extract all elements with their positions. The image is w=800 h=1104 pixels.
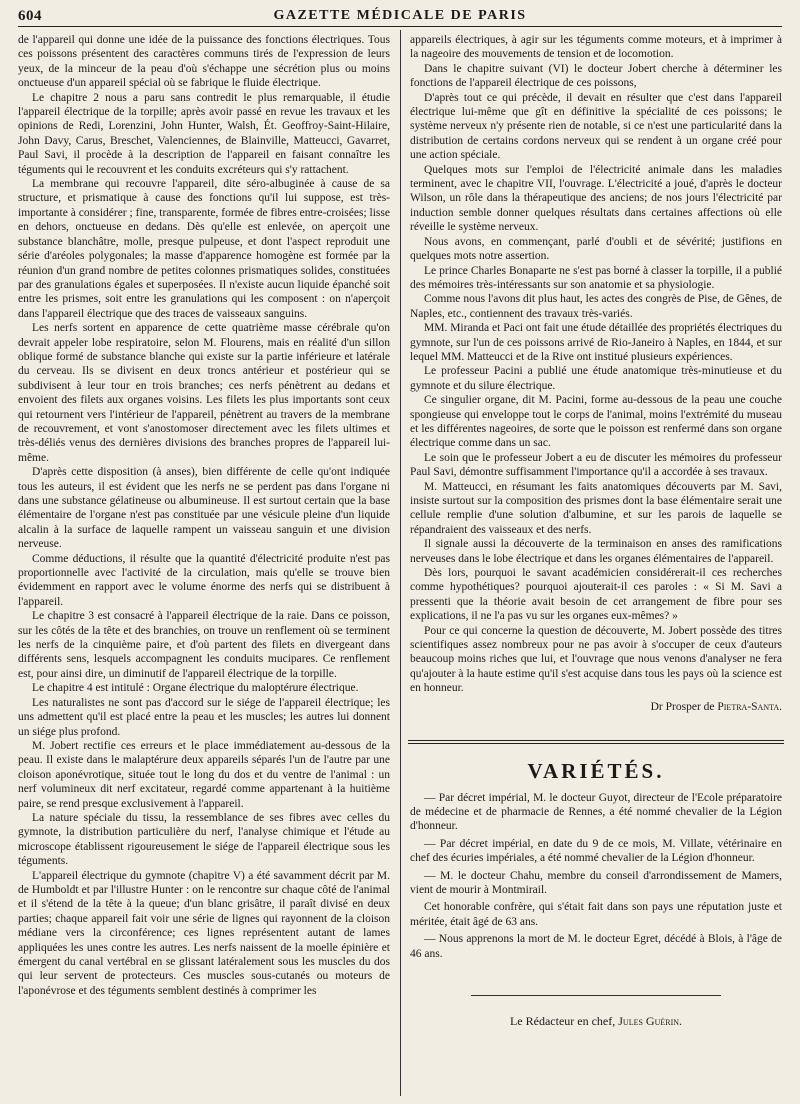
news-item: — Par décret impérial, M. le docteur Guyot, directeur de l'Ecole préparatoire de médecine et de pharmacie de Rennes, a été nommé chevalier de la Légion d'honneur.: [410, 791, 782, 833]
news-item: — M. le docteur Chahu, membre du conseil d'arrondissement de Mamers, vient de mourir à Montmirail.: [410, 869, 782, 896]
signature-prefix: Dr Prosper de: [650, 700, 715, 713]
paragraph: Il signale aussi la découverte de la terminaison en anses des ramifications nerveuses dans le lobe électrique et dans les organes élémentaires de l'appareil.: [410, 538, 782, 565]
section-title: VARIÉTÉS.: [527, 759, 665, 784]
section-rule: [408, 740, 784, 741]
paragraph: appareils électriques, à agir sur les téguments comme moteurs, et à imprimer à la nageoire des mouvements de tension et de locomotion.: [410, 34, 782, 61]
paragraph: L'appareil électrique du gymnote (chapitre V) a été savamment décrit par M. de Humboldt et par l'illustre Hunter : on le rencontre sur chaque côté de l'animal et il s'étend de la tête à la queue; d'un blanc grisâtre, il paraît divisé en deux parties; chaque appareil fait voir une série de lignes qui rayonnent de la cloison médiane vers la circonférence; ces lignes représentent autant de lames appliquées les unes contre les autres. Les nerfs naissent de la moelle épinière et émergent du canal vertébral en se glissant latéralement sous les muscles du dos qui leur servent de protecteurs. Ces muscles sous-cutanés ou moteurs de l'aponévrose et des téguments semblent destinés à comprimer les: [18, 869, 390, 997]
author-signature: [410, 700, 782, 714]
section-rule-thin: [408, 743, 784, 744]
paragraph: Les naturalistes ne sont pas d'accord sur le siége de l'appareil électrique; les uns admettent qu'il est placé entre la peau et les muscles; les autres lui donnent un siége plus profond.: [18, 696, 390, 738]
paragraph: M. Jobert rectifie ces erreurs et le place immédiatement au-dessous de la peau. Il existe dans le malaptérure deux appareils séparés l'un de l'autre par une cloison aponévrotique, située tout le long du dos et du ventre de l'animal : un nerf volumineux dit nerf excitateur, regardé comme appartenant à la huitième paire, se rend presque exclusivement à l'appareil.: [18, 739, 390, 810]
editor-signature: [410, 1014, 782, 1028]
paragraph: Les nerfs sortent en apparence de cette quatrième masse cérébrale qu'on devrait appeler lobe respiratoire, selon M. Flourens, mais en réalité d'un sillon oblique formé de substance blanche qui existe sur la partie inférieure et latérale du cerveau. Ils se divisent en deux troncs antérieur et postérieur qui se subdivisent à leur tour en trois branches; ces nerfs pénètrent au dedans et envoient des filets aux organes voisins. Les filets les plus importants sont ceux qui retournent vers l'intérieur de l'appareil, pénètrent au travers de la membrane de recouvrement, et vont s'anostomoser directement avec les filets ultimes et très-déliés venus des dernières divisions des branches propres de l'appareil lui-même.: [18, 322, 390, 464]
page-number: 604: [18, 8, 42, 24]
paragraph: Le soin que le professeur Jobert a eu de discuter les mémoires du professeur Paul Savi, démontre suffisamment l'importance qu'il a accordée à ses travaux.: [410, 451, 782, 479]
editor-label: Le Rédacteur en chef,: [509, 1013, 616, 1028]
news-item: — Par décret impérial, en date du 9 de ce mois, M. Villate, vétérinaire en chef des écuries impériales, a été nommé chevalier de la Légion d'honneur.: [410, 837, 782, 865]
paragraph: La nature spéciale du tissu, la ressemblance de ses fibres avec celles du gymnote, la distribution particulière du nerf, l'analyse chimique et l'étude au microscope établissent rigoureusement le siége de l'appareil électrique sous les téguments.: [18, 811, 390, 868]
paragraph: Le chapitre 3 est consacré à l'appareil électrique de la raie. Dans ce poisson, sur les côtés de la tête et des branchies, on trouve un renflement où se terminent les nerfs de la cinquième paire, et d'où partent des filets en divergeant dans différents sens, lesquels accompagnent les conduits mucipares. Ce renflement est, pour ainsi dire, un diminutif de l'appareil électrique de la torpille.: [18, 610, 390, 680]
paragraph: Comme déductions, il résulte que la quantité d'électricité produite n'est pas proportionnelle avec l'activité de la circulation, mais qu'elle se trouve bien évidemment en rapport avec le volume énorme des nerfs qui se distribuent à l'appareil.: [18, 552, 390, 608]
paragraph: de l'appareil qui donne une idée de la puissance des fonctions électriques. Tous ces poissons présentent des caractères communs tirés de l'expression de leurs yeux, de la minceur de la peau d'où s'échappe une sécrétion plus ou moins onctueuse d'un appareil spécial où se fabrique le fluide électrique.: [18, 34, 390, 90]
paragraph: Quelques mots sur l'emploi de l'électricité animale dans les maladies terminent, avec le chapitre VII, l'ouvrage. L'électricité a joué, d'après le docteur Wilson, un rôle dans la thérapeutique des anciens; de nos jours l'électricité par induction semble donner quelques résultats dans certaines affections où elle réveille le système nerveux.: [410, 163, 782, 234]
left-column: [18, 33, 390, 998]
paragraph: D'après cette disposition (à anses), bien différente de celle qu'ont indiquée tous les auteurs, il est évident que les nerfs ne se perdent pas dans l'organe ni dans une substance gélatineuse ou albumineuse. Il est surtout certain que la base élémentaire de l'organe n'est pas constituée par une vésicule pleine d'un liquide alcalin à la surface de laquelle rampent un vaisseau sanguin et une division nerveuse.: [18, 466, 390, 551]
paragraph: Nous avons, en commençant, parlé d'oubli et de sévérité; justifions en quelques mots notre assertion.: [410, 235, 782, 263]
column-divider: [400, 30, 401, 1096]
paragraph: Le prince Charles Bonaparte ne s'est pas borné à classer la torpille, il a publié des mémoires très-intéressants sur son anatomie et sa physiologie.: [410, 264, 782, 291]
right-column: [410, 33, 782, 1028]
news-list: [410, 791, 782, 961]
page-header: [18, 6, 782, 32]
header-rule: [18, 26, 782, 27]
news-item: Cet honorable confrère, qui s'était fait dans son pays une réputation juste et méritée, était âgé de 63 ans.: [410, 901, 782, 928]
paragraph: MM. Miranda et Paci ont fait une étude détaillée des propriétés électriques du gymnote, sur l'un de ces poissons arrivé de Rio-Janeiro à Naples, en 1844, et sur lequel MM. Matteucci et de la Rive ont institué plusieurs expériences.: [410, 322, 782, 363]
end-rule: [471, 995, 721, 996]
paragraph: Le chapitre 2 nous a paru sans contredit le plus remarquable, il étudie l'appareil électrique de la torpille; après avoir passé en revue les travaux et les opinions de Redi, Lorenzini, John Hunter, Walsh, Ét. Geoffroy-Saint-Hilaire, John Davy, Carus, Breschet, Valenciennes, de Blainville, Matteucci, Gavarret, Paul Savi, il procède à la description de l'appareil en faisant connaître les téguments qui le recouvrent et les conduits excréteurs qui s'y rattachent.: [18, 91, 390, 176]
paragraph: Pour ce qui concerne la question de découverte, M. Jobert possède des titres scientifiques assez nombreux pour ne pas avoir à s'occuper de ceux d'auteurs beaucoup moins riches que lui, et l'ouvrage que nous venons d'analyser ne fera qu'ajouter à la haute estime qu'il s'est acquise dans tous les pays où la science est en honneur.: [410, 624, 782, 695]
paragraph: Le chapitre 4 est intitulé : Organe électrique du maloptérure électrique.: [32, 682, 359, 695]
paragraph: Dans le chapitre suivant (VI) le docteur Jobert cherche à déterminer les fonctions de l'appareil électrique de ces poissons,: [410, 62, 782, 90]
signature-name: Pietra-Santa.: [717, 700, 782, 713]
journal-title: GAZETTE MÉDICALE DE PARIS: [273, 8, 527, 23]
paragraph: Ce singulier organe, dit M. Pacini, forme au-dessous de la peau une couche spongieuse qui enveloppe tout le corps de l'animal, moins l'extrémité du museau et les différentes nageoires, de sorte que le poisson est renfermé dans son organe électrique comme dans un sac.: [410, 394, 782, 450]
paragraph: Comme nous l'avons dit plus haut, les actes des congrès de Pise, de Gênes, de Naples, etc., contiennent des travaux très-variés.: [410, 293, 782, 320]
paragraph: Dès lors, pourquoi le savant académicien considérerait-il ces recherches comme hypothétiques? pourquoi ajouterait-il ces paroles : « Si M. Savi a pressenti que la théorie avait besoin de cet arrangement de fibre pour ses explications, il ne l'a pas vu sur les organes eux-mêmes? »: [410, 567, 782, 623]
news-item: — Nous apprenons la mort de M. le docteur Egret, décédé à Blois, à l'âge de 46 ans.: [410, 933, 782, 960]
editor-name: Jules Guérin.: [618, 1013, 683, 1028]
paragraph: M. Matteucci, en résumant les faits anatomiques découverts par M. Savi, insiste surtout sur la composition des prismes dont la base élémentaire serait une cellule remplie d'une solution d'albumine, et sur les parois de laquelle se répandraient des vaisseaux et des nerfs.: [410, 480, 782, 536]
paragraph: La membrane qui recouvre l'appareil, dite séro-albuginée à cause de sa structure, et prismatique à cause des fonctions qu'il lui suppose, est très-importante à considérer ; fine, transparente, formée de fibres entre-croisées; lisse en dehors, onctueuse en dedans. Dès qu'elle est enlevée, on aperçoit une substance blanchâtre, molle, presque pulpeuse, et dont l'aspect reproduit une série d'aréoles polygonales; la masse d'apparence homogène est formée par la réunion d'un grand nombre de petites colonnes prismatiques solides, constituées par des granulations égales et superposées. Il n'existe aucun liquide épanché soit entre les prismes, soit entre les granulations qui les composent : on n'aperçoit dans l'appareil électrique que des traces de vaisseaux sanguins.: [18, 178, 390, 320]
paragraph: Le professeur Pacini a publié une étude anatomique très-minutieuse et du gymnote et du silure électrique.: [410, 365, 782, 392]
paragraph: D'après tout ce qui précède, il devait en résulter que c'est dans l'appareil électrique lui-même que gît en définitive la spécialité de ces poissons; le système nerveux n'y présente rien de notable, si ce n'est une particularité dans la distribution de certains cordons nerveux qui se rendent à un organe créé pour une action spéciale.: [410, 91, 782, 162]
